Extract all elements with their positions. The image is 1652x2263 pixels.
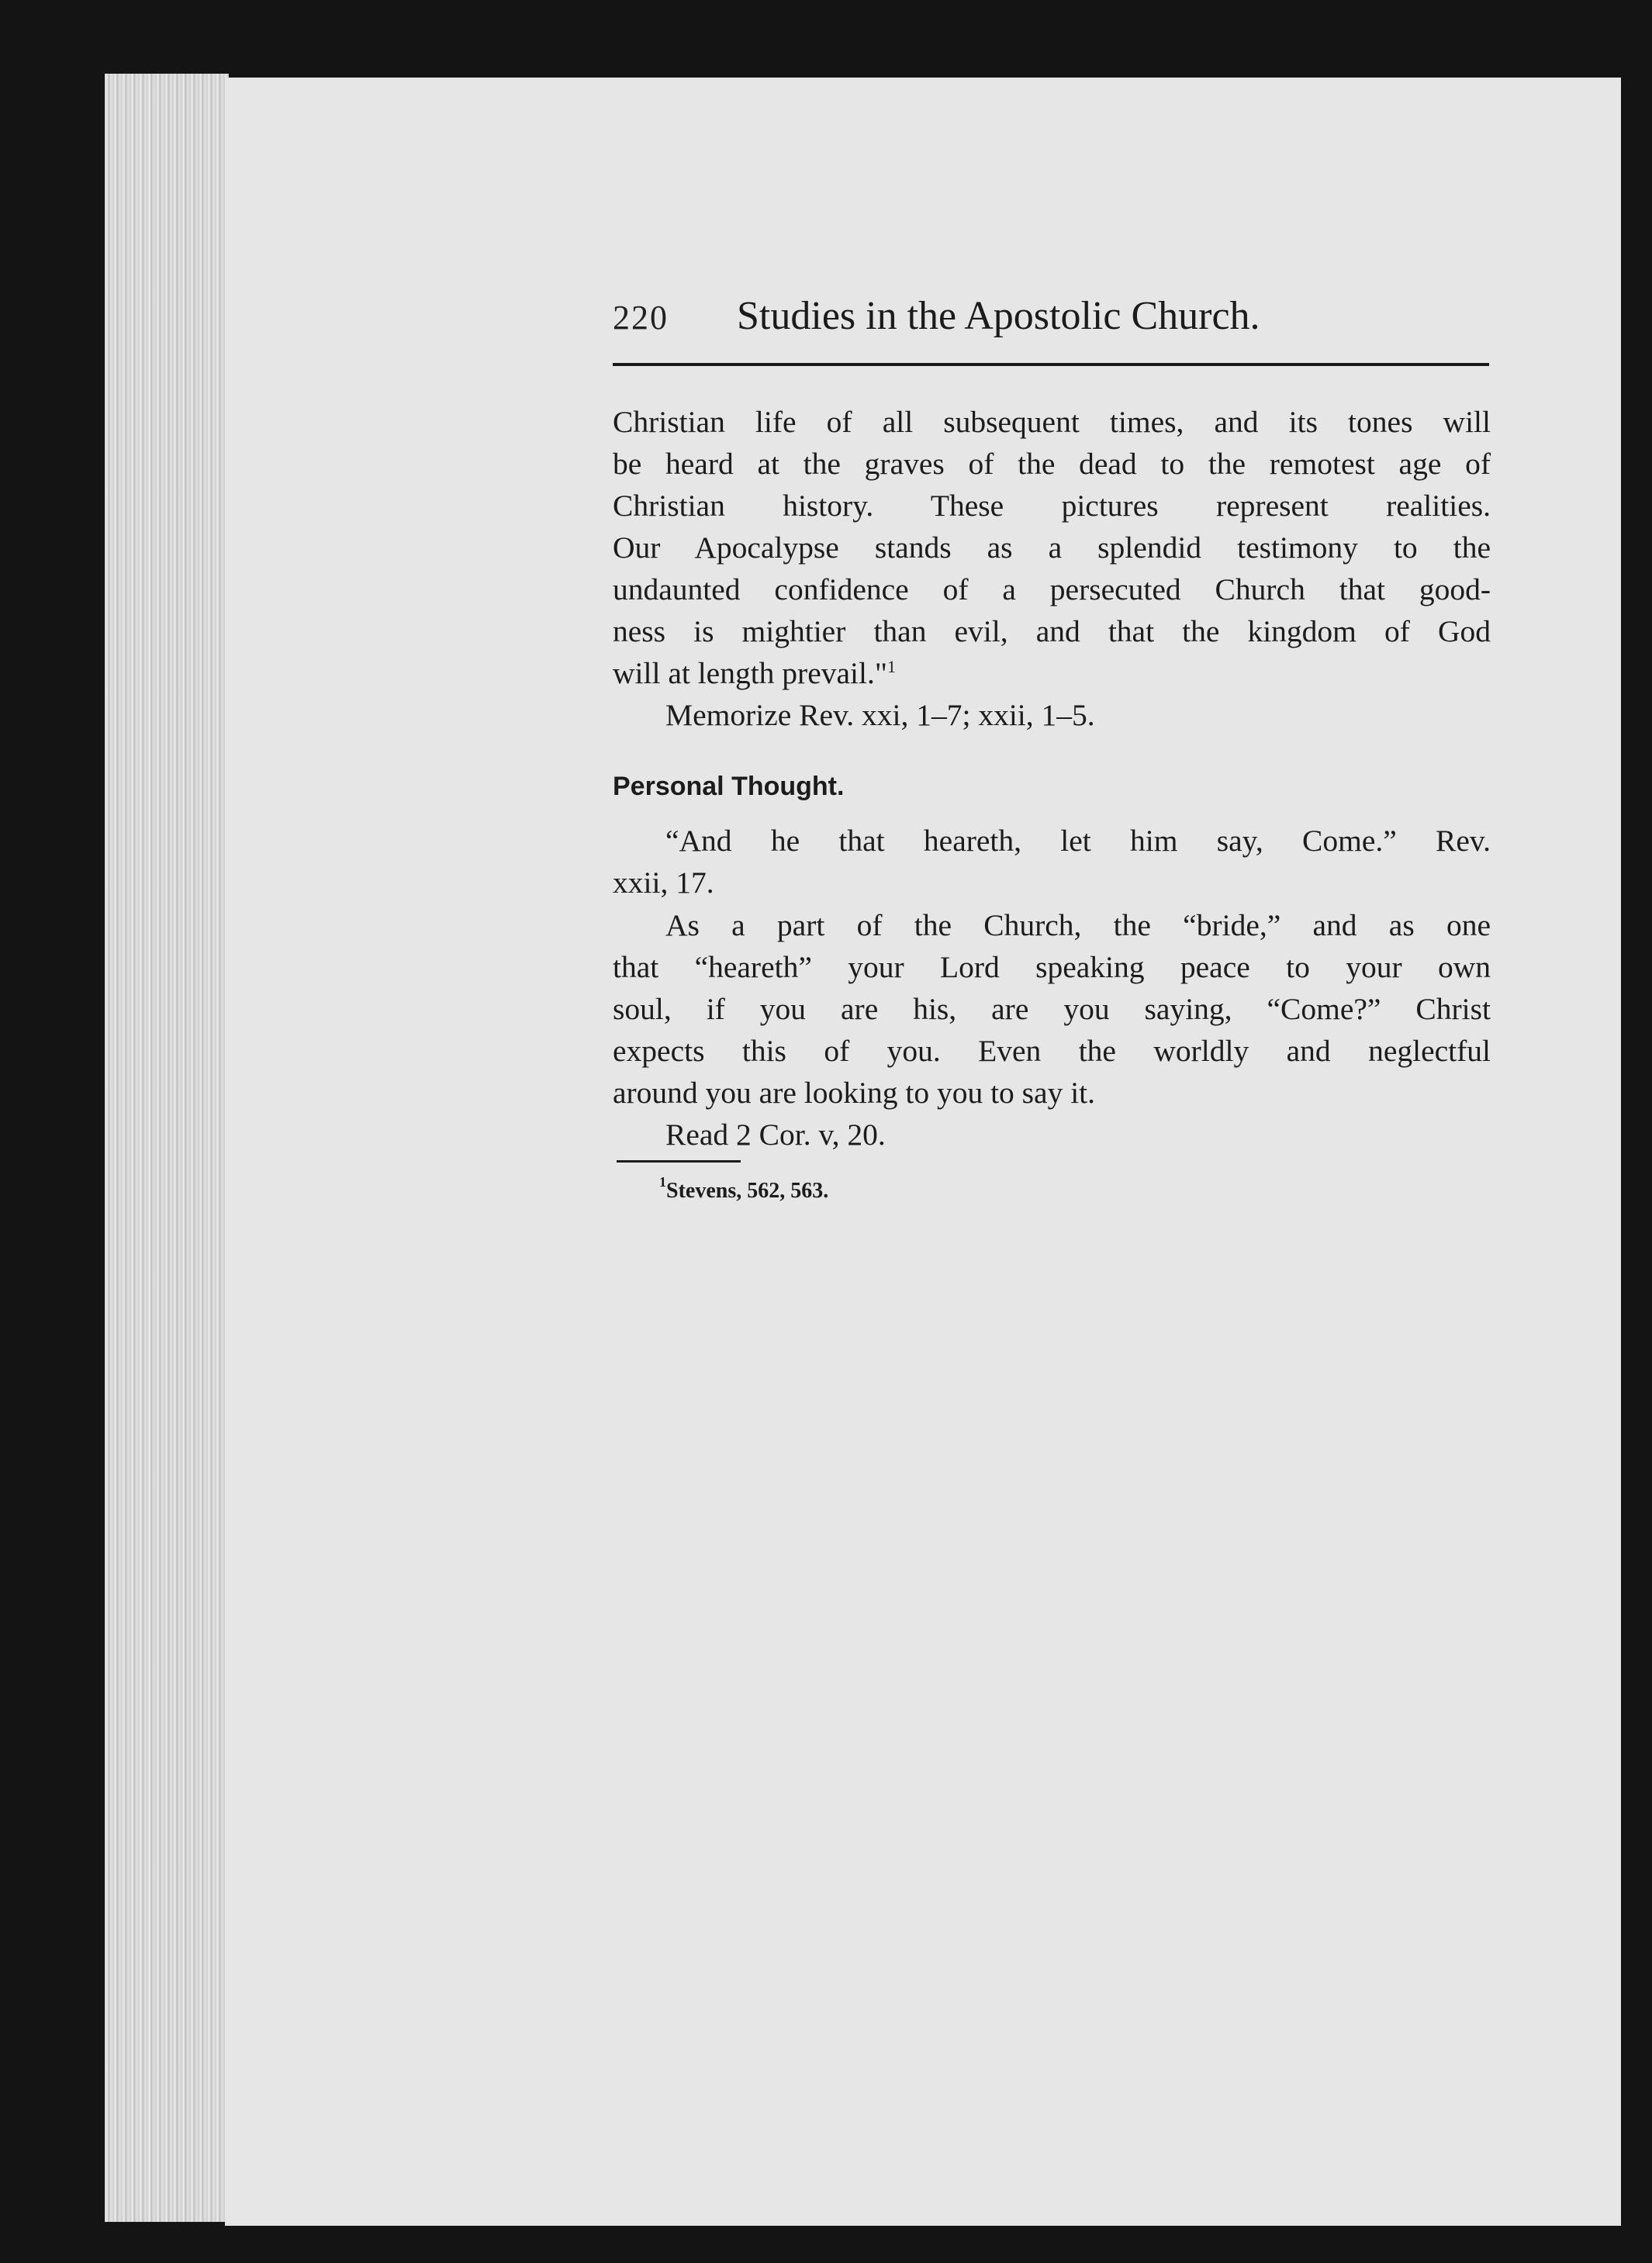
footnote-marker: 1 [659, 1174, 666, 1190]
text-line: be heard at the graves of the dead to the remotest age of [613, 447, 1491, 481]
text-line: Christian history. These pictures represent realities. [613, 489, 1491, 523]
footnote-rule [617, 1160, 741, 1163]
text-line: expects this of you. Even the worldly and neglectful [613, 1034, 1491, 1068]
text-line: undaunted confidence of a persecuted Church that good- [613, 572, 1491, 606]
quote-block [613, 820, 1491, 903]
page-header [613, 293, 1489, 366]
memorize-line: Memorize Rev. xxi, 1–7; xxii, 1–5. [665, 698, 1095, 732]
text-line: Christian life of all subsequent times, and its tones will [613, 405, 1491, 439]
text-line: that “heareth” your Lord speaking peace to your own [613, 950, 1491, 984]
footnote-reference: 1 [886, 657, 896, 676]
text-line: ness is mightier than evil, and that the kingdom of God [613, 614, 1491, 648]
footnote [659, 1174, 829, 1204]
read-line: Read 2 Cor. v, 20. [665, 1118, 886, 1152]
text-line-content: will at length prevail." [613, 656, 887, 690]
page-number: 220 [613, 299, 669, 337]
quote-line: xxii, 17. [613, 865, 714, 900]
page-edge [105, 74, 229, 2222]
text-line: around you are looking to you to say it. [613, 1076, 1096, 1110]
text-line: soul, if you are his, are you saying, “Come?” Christ [613, 992, 1491, 1026]
quote-line: “And he that heareth, let him say, Come.” Rev. [665, 824, 1491, 858]
text-line-last [613, 652, 1491, 694]
running-title: Studies in the Apostolic Church. [737, 294, 1260, 338]
paragraph-continuation [613, 401, 1491, 736]
text-line: As a part of the Church, the “bride,” and as one [665, 908, 1491, 942]
footnote-text: Stevens, 562, 563. [666, 1179, 829, 1203]
personal-thought-paragraph [613, 904, 1491, 1156]
section-heading: Personal Thought. [613, 772, 845, 801]
text-line: Our Apocalypse stands as a splendid testimony to the [613, 530, 1491, 565]
